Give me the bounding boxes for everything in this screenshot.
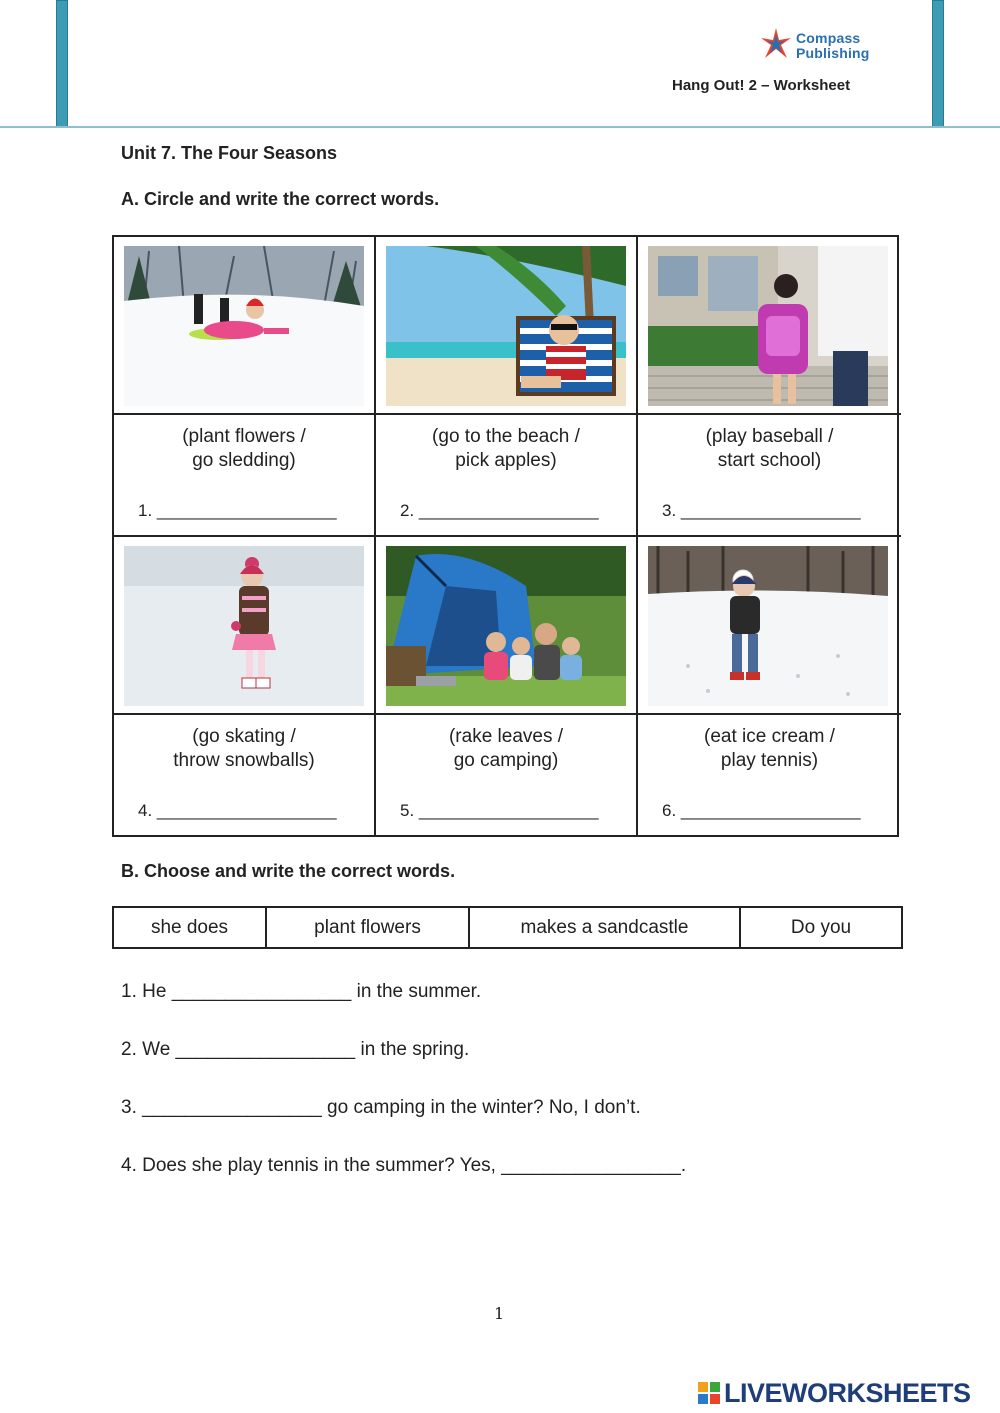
star-icon [758,26,794,62]
word-bank-item: she does [114,908,267,947]
worksheet-title: Hang Out! 2 – Worksheet [672,77,851,94]
word-bank [112,906,903,949]
option-cell-5 [376,715,638,835]
option-3-second: start school) [717,450,822,471]
logo-text-line2: Publishing [796,45,870,61]
girl-ice-skating-photo [124,546,364,706]
family-camping-photo [386,546,626,706]
option-text-5 [376,725,636,773]
header-right-bar [932,0,944,128]
option-3-first: (play baseball / [705,426,834,447]
option-cell-4 [114,715,376,835]
page-number: 1 [494,1304,505,1323]
word-bank-item: Do you [790,916,852,938]
boy-on-beach-chair-photo [386,246,626,406]
header-left-bar [56,0,68,128]
liveworksheets-logo [698,1378,971,1408]
photo-cell-1 [114,237,376,415]
option-6-second: play tennis) [720,750,819,771]
exercise-a-table [112,235,899,837]
option-text-2 [376,425,636,473]
option-5-first: (rake leaves / [448,726,564,747]
sentence-2[interactable]: 2. We _________________ in the spring. [121,1039,470,1060]
photo-cell-6 [638,537,901,715]
option-2-second: pick apples) [455,450,557,471]
sentence-4[interactable]: 4. Does she play tennis in the summer? Yes, _________________. [121,1155,687,1176]
header-divider [0,126,1000,128]
answer-blank-3[interactable]: 3. ___________________ [662,501,861,520]
option-2-first: (go to the beach / [432,426,580,447]
section-b-heading: B. Choose and write the correct words. [121,861,456,881]
word-bank-item: makes a sandcastle [470,908,741,947]
liveworksheets-icon [698,1382,720,1404]
photo-cell-5 [376,537,638,715]
girl-going-to-school-photo [648,246,888,406]
photo-cell-3 [638,237,901,415]
compass-publishing-logo [758,26,878,66]
sentence-1[interactable]: 1. He _________________ in the summer. [121,981,482,1002]
answer-blank-2[interactable]: 2. ___________________ [400,501,599,520]
option-1-first: (plant flowers / [182,426,306,447]
option-cell-3 [638,415,901,537]
unit-title: Unit 7. The Four Seasons [121,143,338,163]
liveworksheets-brand: LIVEWORKSHEETS [724,1377,971,1408]
answer-blank-5[interactable]: 5. ___________________ [400,801,599,820]
option-1-second: go sledding) [192,450,296,471]
option-cell-6 [638,715,901,835]
boy-snowball-photo [648,546,888,706]
word-bank-item: plant flowers [267,908,470,947]
answer-blank-1[interactable]: 1. ___________________ [138,501,337,520]
option-6-first: (eat ice cream / [704,726,835,747]
option-text-6 [638,725,901,773]
photo-cell-2 [376,237,638,415]
option-5-second: go camping) [453,750,559,771]
option-4-second: throw snowballs) [173,750,315,771]
option-text-4 [114,725,374,773]
photo-cell-4 [114,537,376,715]
option-text-1 [114,425,374,473]
sentence-3[interactable]: 3. _________________ go camping in the winter? No, I don’t. [121,1097,641,1118]
answer-blank-6[interactable]: 6. ___________________ [662,801,861,820]
option-cell-2 [376,415,638,537]
answer-blank-4[interactable]: 4. ___________________ [138,801,337,820]
section-a-heading: A. Circle and write the correct words. [121,189,440,209]
girl-sledding-photo [124,246,364,406]
logo-text-line1: Compass [796,30,861,46]
option-4-first: (go skating / [192,726,296,747]
option-cell-1 [114,415,376,537]
option-text-3 [638,425,901,473]
